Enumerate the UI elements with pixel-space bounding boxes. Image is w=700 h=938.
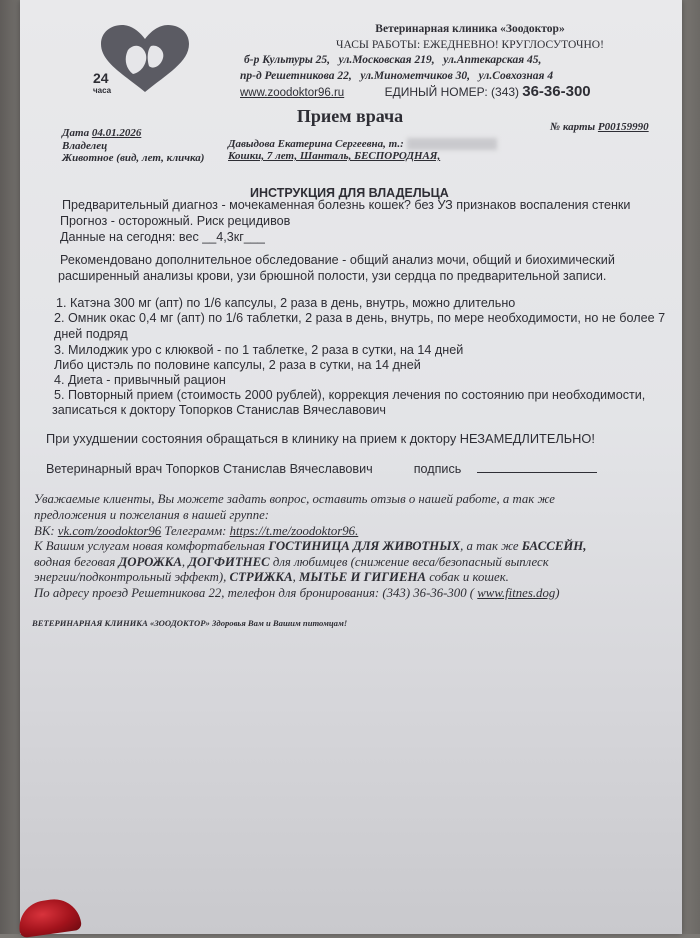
treatment-item: 5. Повторный прием (стоимость 2000 рублей), коррекция лечения по состоянию при необходимости, [54,388,646,402]
treatment-item: записаться к доктору Топорков Станислав Вячеславович [52,403,386,417]
visit-date-value: 04.01.2026 [91,127,142,139]
recommendation-line-1: Рекомендовано дополнительное обследование - общий анализ мочи, общий и биохимический [60,253,615,267]
address-5: ул.Минометчиков 30, [360,69,470,82]
urgent-note: При ухудшении состояния обращаться в клинику на прием к доктору НЕЗАМЕДЛИТЕЛЬНО! [46,431,595,446]
owner-value: Давыдова Екатерина Сергеевна, т.: [228,138,497,150]
clinic-header [240,22,660,102]
treatment-item: 4. Диета - привычный рацион [54,373,226,387]
feedback-line-1: Уважаемые клиенты, Вы можете задать вопрос, оставить отзыв о нашей работе, а так же [34,492,555,506]
recommendation-line-2: расширенный анализы крови, узи брюшной полости, узи сердца по предварительной записи. [58,269,607,283]
card-number-value: Р00159990 [597,121,649,133]
treatment-item: дней подряд [54,327,128,341]
website-link[interactable]: www.zoodoktor96.ru [240,87,345,99]
booking-line: По адресу проезд Решетникова 22, телефон для бронирования: (343) 36-36-300 ( www.fitnes.dog) [34,586,560,600]
animal-value: Кошки, 7 лет, Шанталь, БЕСПОРОДНАЯ, [228,150,441,162]
treatment-item: 2. Омник окас 0,4 мг (апт) по 1/6 таблетки, 2 раза в день, внутрь, по мере необходимости, но не более 7 [54,311,666,325]
address-4: пр-д Решетникова 22, [240,69,352,82]
track-line: водная беговая ДОРОЖКА, ДОГФИТНЕС для любимцев (снижение веса/безопасный выплеск [34,555,549,569]
address-1: б-р Культуры 25, [244,54,331,66]
signature-line [477,460,597,473]
doctor-signature: Ветеринарный врач Топорков Станислав Вячеславович подпись [46,460,597,478]
address-2: ул.Московская 219, [338,54,435,66]
instructions-heading: ИНСТРУКЦИЯ ДЛЯ ВЛАДЕЛЬЦА [250,186,449,200]
feedback-line-2: предложения и пожелания в нашей группе: [34,508,270,522]
hotel-line: К Вашим услугам новая комфортабельная ГОСТИНИЦА ДЛЯ ЖИВОТНЫХ, а так же БАССЕЙН, [34,539,587,553]
address-6: ул.Совхозная 4 [478,69,554,82]
prognosis: Прогноз - осторожный. Риск рецидивов [60,214,291,228]
redacted-phone [407,138,497,150]
treatment-item: 1. Катэна 300 мг (апт) по 1/6 капсулы, 2 раза в день, внутрь, можно длительно [56,296,516,310]
grooming-line: энергии/подконтрольный эффект), СТРИЖКА, МЫТЬЕ И ГИГИЕНА собак и кошек. [34,570,509,584]
logo-hours: 24 [93,70,109,86]
diagnosis: Предварительный диагноз - мочекаменная болезнь кошек? без УЗ признаков воспаления стенки [62,198,631,212]
treatment-item: Либо цистэль по половине капсулы, 2 раза в сутки, на 14 дней [54,358,421,372]
visit-date: Дата 04.01.2026 [62,127,142,139]
closing-line: ВЕТЕРИНАРНАЯ КЛИНИКА «ЗООДОКТОР» Здоровья Вам и Вашим питомцам! [32,618,348,628]
address-3: ул.Аптекарская 45, [443,54,542,66]
phone-label: ЕДИНЫЙ НОМЕР: (343) [384,85,520,99]
clinic-name: Ветеринарная клиника «Зоодоктор» [375,23,565,35]
clinic-logo [93,22,193,94]
telegram-link[interactable]: https://t.me/zoodoktor96. [229,524,359,538]
animal-label: Животное (вид, лет, кличка) [62,152,205,164]
page-title: Прием врача [296,106,404,126]
vk-link[interactable]: vk.com/zoodoktor96 [57,524,162,538]
fitness-link[interactable]: www.fitnes.dog [477,586,556,600]
social-links: ВК: vk.com/zoodoktor96 Телеграмм: https://t.me/zoodoktor96. [34,524,359,538]
working-hours: ЧАСЫ РАБОТЫ: ЕЖЕДНЕВНО! КРУГЛОСУТОЧНО! [336,38,604,51]
phone-number: 36-36-300 [522,83,591,100]
treatment-item: 3. Милоджик уро с клюквой - по 1 таблетке, 2 раза в сутки, на 14 дней [54,343,464,357]
paper-sheet [20,0,682,934]
weight: Данные на сегодня: вес __4,3кг___ [60,230,265,244]
owner-label: Владелец [62,140,108,152]
logo-hours-word: часа [93,86,112,95]
card-number: № карты Р00159990 [550,121,649,133]
